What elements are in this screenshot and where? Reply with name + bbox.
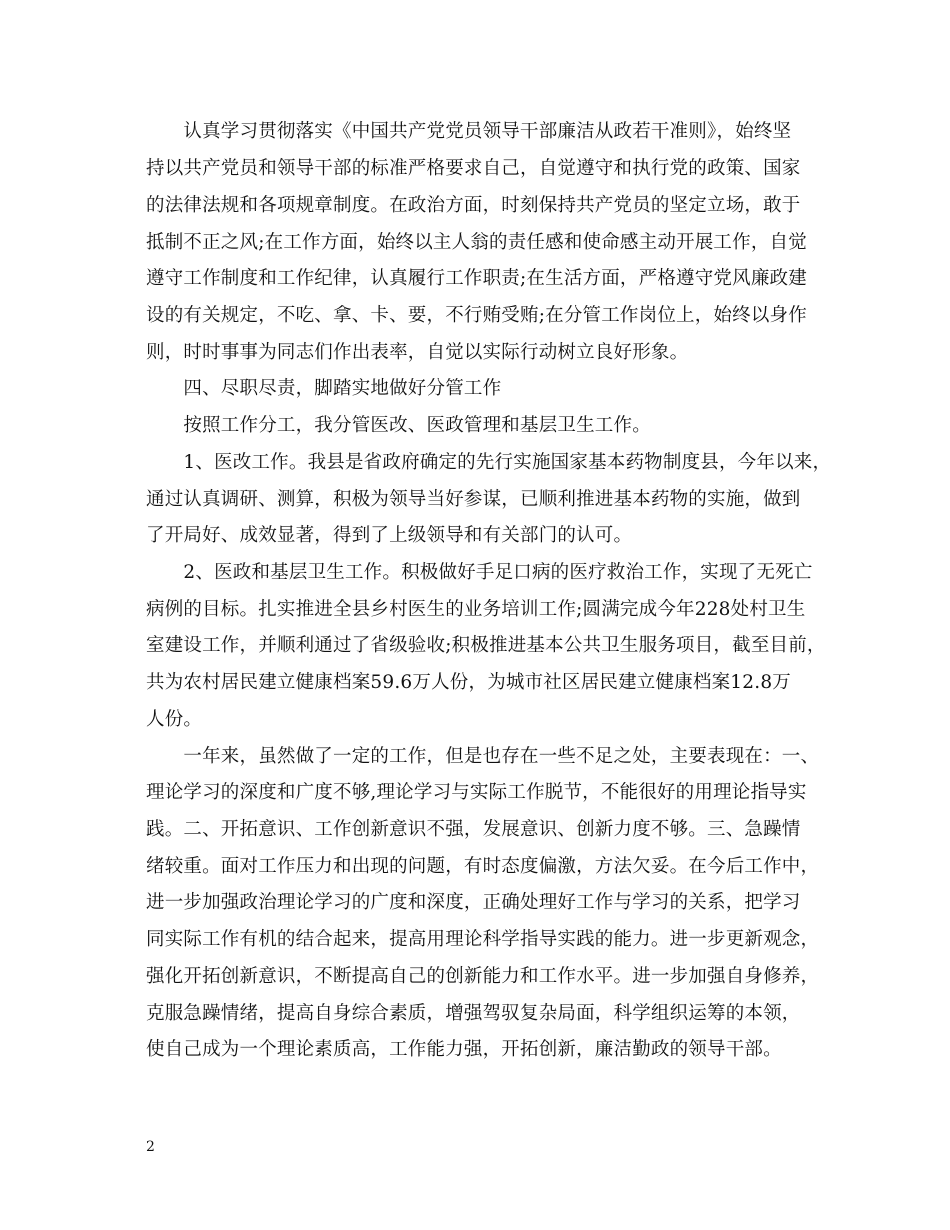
text-line: 的法律法规和各项规章制度。在政治方面，时刻保持共产党员的坚定立场，敢于 bbox=[146, 195, 801, 216]
text-line: 理论学习的深度和广度不够,理论学习与实际工作脱节，不能很好的用理论指导实 bbox=[146, 782, 807, 803]
section-heading: 四、尽职尽责，脚踏实地做好分管工作 bbox=[146, 378, 502, 399]
text-line: 按照工作分工，我分管医改、医政管理和基层卫生工作。 bbox=[146, 415, 651, 436]
text-line: 持以共产党员和领导干部的标准严格要求自己，自觉遵守和执行党的政策、国家 bbox=[146, 158, 801, 179]
text-line: 同实际工作有机的结合起来，提高用理论科学指导实践的能力。进一步更新观念， bbox=[146, 929, 820, 950]
text-line: 室建设工作，并顺利通过了省级验收;积极推进基本公共卫生服务项目，截至目前， bbox=[146, 635, 826, 656]
text-line: 则，时时事事为同志们作出表率，自觉以实际行动树立良好形象。 bbox=[146, 342, 689, 363]
page-number: 2 bbox=[146, 1139, 155, 1155]
text-line: 强化开拓创新意识，不断提高自己的创新能力和工作水平。进一步加强自身修养， bbox=[146, 966, 820, 987]
text-line: 进一步加强政治理论学习的广度和深度，正确处理好工作与学习的关系，把学习 bbox=[146, 892, 801, 913]
text-line: 了开局好、成效显著，得到了上级领导和有关部门的认可。 bbox=[146, 525, 633, 546]
text-line: 践。二、开拓意识、工作创新意识不强，发展意识、创新力度不够。三、急躁情 bbox=[146, 819, 801, 840]
text-line: 使自己成为一个理论素质高，工作能力强，开拓创新，廉洁勤政的领导干部。 bbox=[146, 1039, 782, 1060]
text-line: 克服急躁情绪，提高自身综合素质，增强驾驭复杂局面，科学组织运筹的本领， bbox=[146, 1003, 801, 1024]
text-line: 一年来，虽然做了一定的工作，但是也存在一些不足之处，主要表现在：一、 bbox=[146, 746, 820, 767]
text-line: 人份。 bbox=[146, 709, 203, 730]
text-line: 抵制不正之风;在工作方面，始终以主人翁的责任感和使命感主动开展工作，自觉 bbox=[146, 232, 807, 253]
text-line: 设的有关规定，不吃、拿、卡、要，不行贿受贿;在分管工作岗位上，始终以身作 bbox=[146, 305, 807, 326]
text-line: 通过认真调研、测算，积极为领导当好参谋，已顺利推进基本药物的实施，做到 bbox=[146, 489, 801, 510]
text-line: 认真学习贯彻落实《中国共产党党员领导干部廉洁从政若干准则》，始终坚 bbox=[146, 121, 792, 142]
text-line: 病例的目标。扎实推进全县乡村医生的业务培训工作;圆满完成今年228处村卫生 bbox=[146, 599, 806, 620]
text-line: 共为农村居民建立健康档案59.6万人份，为城市社区居民建立健康档案12.8万 bbox=[146, 672, 791, 693]
text-line: 绪较重。面对工作压力和出现的问题，有时态度偏激，方法欠妥。在今后工作中， bbox=[146, 856, 820, 877]
text-line: 遵守工作制度和工作纪律，认真履行工作职责;在生活方面，严格遵守党风廉政建 bbox=[146, 268, 807, 289]
text-line: 1、医改工作。我县是省政府确定的先行实施国家基本药物制度县，今年以来， bbox=[146, 452, 832, 473]
text-line: 2、医政和基层卫生工作。积极做好手足口病的医疗救治工作，实现了无死亡 bbox=[146, 562, 813, 583]
